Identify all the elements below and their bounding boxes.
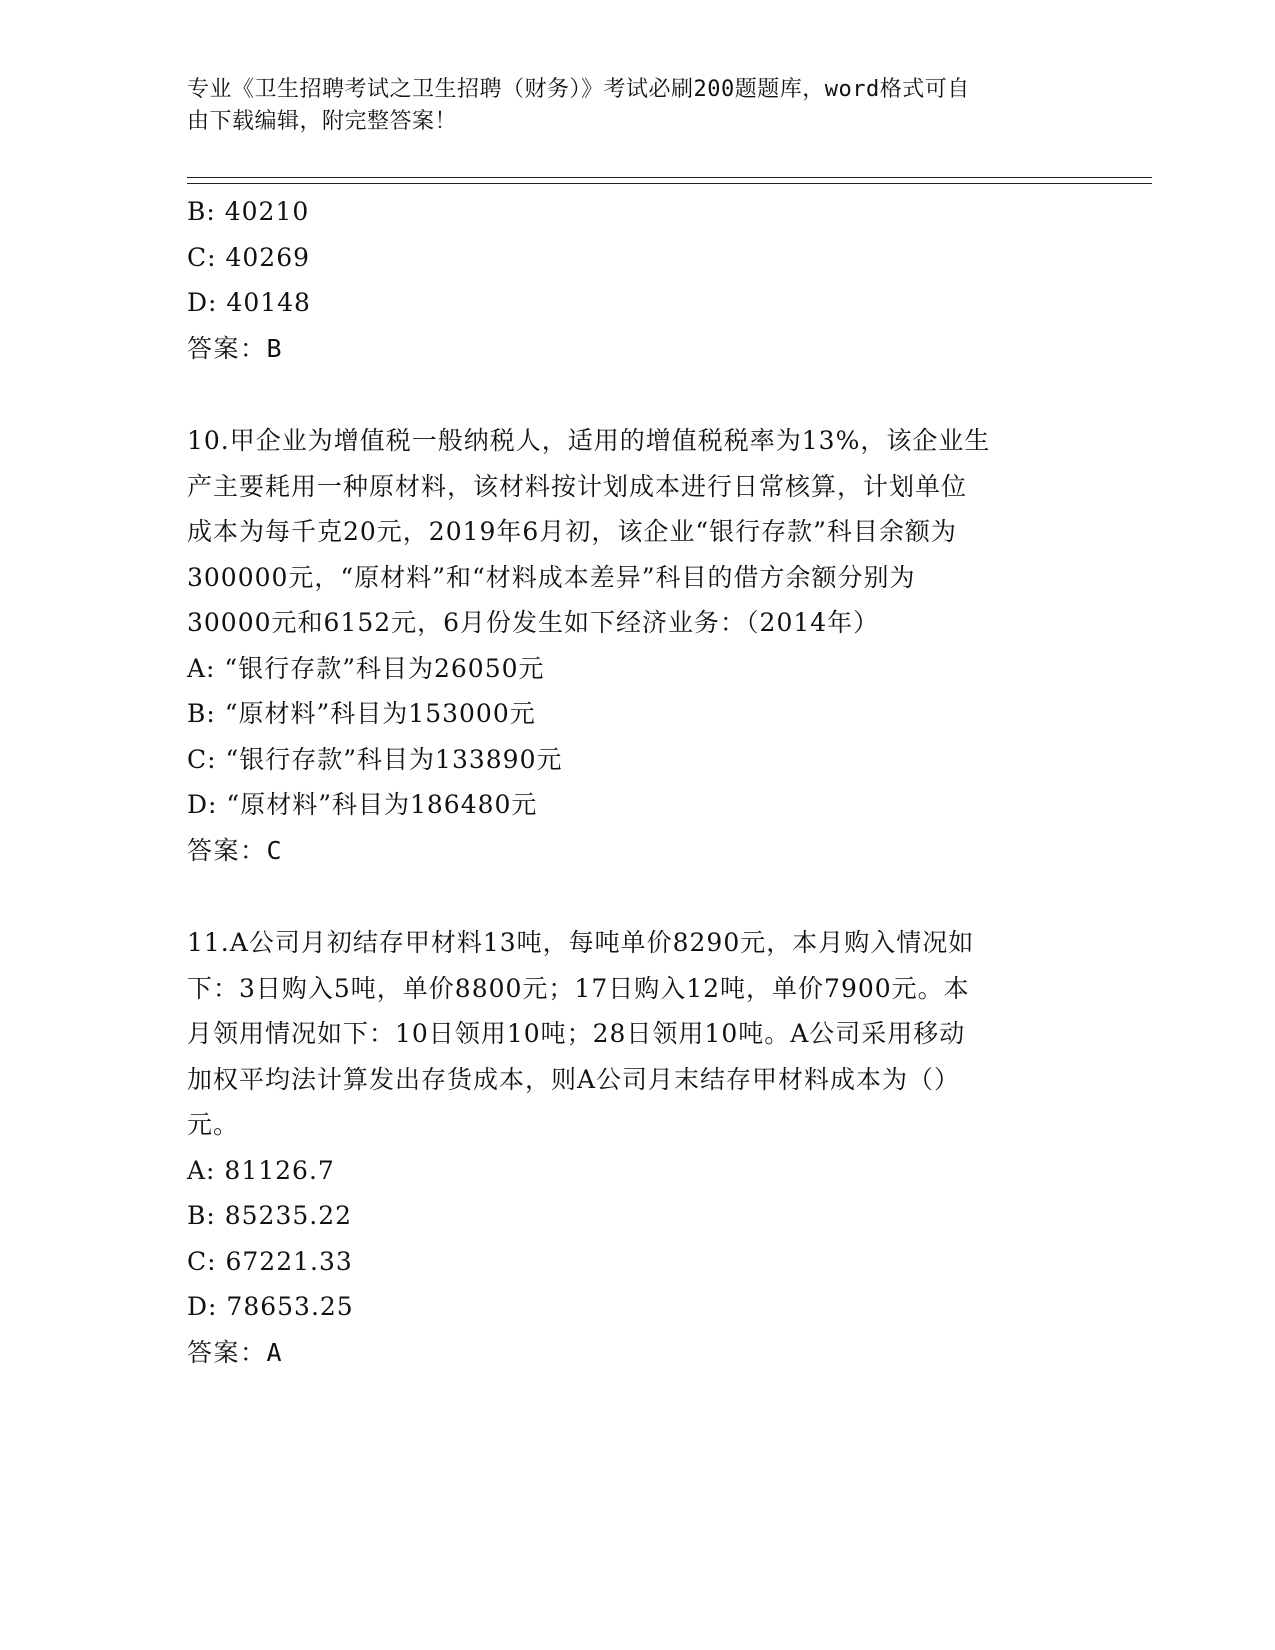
spacer xyxy=(187,873,1087,920)
option-b: B: 85235.22 xyxy=(187,1201,353,1230)
option-b: B: 40210 xyxy=(187,197,310,226)
question-text-line: 成本为每千克20元，2019年6月初，该企业“银行存款”科目余额为 xyxy=(187,517,957,546)
question-11 xyxy=(187,920,1087,1375)
header-divider-top xyxy=(187,177,1152,178)
answer-line: 答案：B xyxy=(187,333,284,363)
option-c: C: 40269 xyxy=(187,242,311,272)
question-text-line: 11.A公司月初结存甲材料13吨，每吨单价8290元，本月购入情况如 xyxy=(187,928,975,957)
option-a: A: 81126.7 xyxy=(187,1155,335,1185)
option-a: A: “银行存款”科目为26050元 xyxy=(187,653,545,683)
answer-line: 答案：A xyxy=(187,1337,284,1367)
header-title-line-2: 由下载编辑，附完整答案！ xyxy=(187,109,458,134)
question-text-line: 10.甲企业为增值税一般纳税人，适用的增值税税率为13%，该企业生 xyxy=(187,426,991,455)
header-divider-bottom xyxy=(187,183,1152,184)
spacer xyxy=(187,371,1087,418)
question-text-line: 加权平均法计算发出存货成本，则A公司月末结存甲材料成本为（） xyxy=(187,1064,961,1094)
option-d: D: 78653.25 xyxy=(187,1292,354,1321)
header-title-line-1: 专业《卫生招聘考试之卫生招聘（财务）》考试必刷200题题库，word格式可自 xyxy=(187,77,970,102)
option-c: C: “银行存款”科目为133890元 xyxy=(187,744,563,774)
question-text-line: 月领用情况如下：10日领用10吨；28日领用10吨。A公司采用移动 xyxy=(187,1019,966,1048)
option-d: D: “原材料”科目为186480元 xyxy=(187,790,538,819)
question-text-line: 30000元和6152元，6月份发生如下经济业务：（2014年） xyxy=(187,608,880,637)
question-list xyxy=(187,189,1087,1375)
question-text-line: 产主要耗用一种原材料，该材料按计划成本进行日常核算，计划单位 xyxy=(187,471,968,501)
question-text-line: 元。 xyxy=(187,1110,240,1139)
answer-line: 答案：C xyxy=(187,835,284,865)
option-c: C: 67221.33 xyxy=(187,1246,353,1276)
question-text-line: 下：3日购入5吨，单价8800元；17日购入12吨，单价7900元。本 xyxy=(187,973,970,1003)
question-10 xyxy=(187,418,1087,873)
question-9 xyxy=(187,189,1087,371)
option-d: D: 40148 xyxy=(187,288,311,317)
question-text-line: 300000元，“原材料”和“材料成本差异”科目的借方余额分别为 xyxy=(187,562,916,592)
document-header xyxy=(187,74,1067,138)
option-b: B: “原材料”科目为153000元 xyxy=(187,699,536,728)
